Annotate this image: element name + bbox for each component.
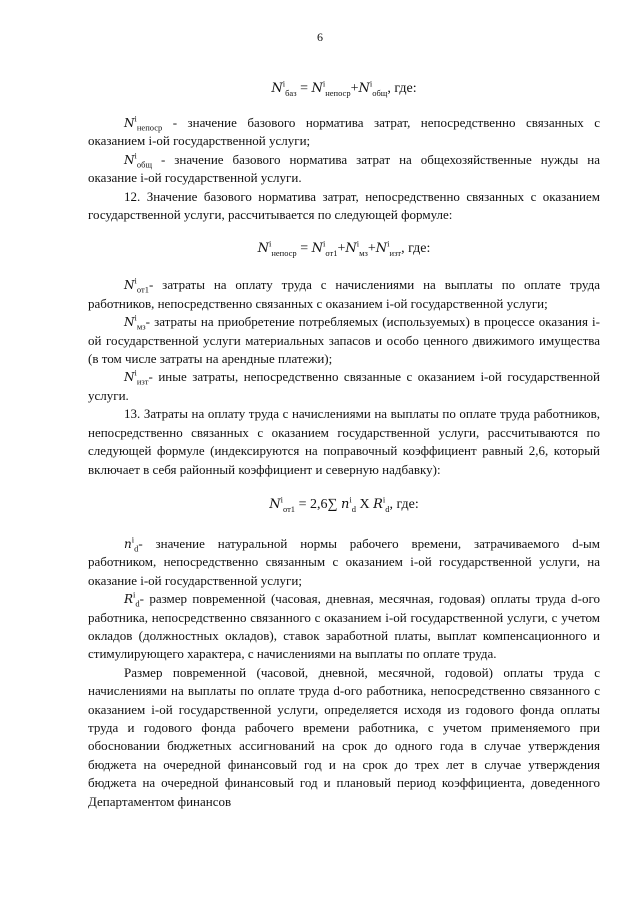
definition-n: $n^i_d-$ значение натуральной нормы рабочего времени, затрачиваемого d-ым работником, непосредственно связанным с оказанием i-ой государственной услуги, на оказание i-ой государственной услуги; — [88, 534, 600, 588]
formula-ot1: $N^i_{от1} = 2,6\sum$ $n^i_d$ X $R^i_d$, где: — [269, 494, 419, 514]
definition-nepocr: $N^i_{непоср}$ - значение базового норматива затрат, непосредственно связанных с оказанием i-ой государственной услуги; — [88, 113, 600, 149]
definition-obsch: $N^i_{общ}$ - значение базового норматива затрат на общехозяйственные нужды на оказание i-ой государственной услуги. — [88, 150, 600, 186]
formula-nepocr: $N^i_{непоср} = N^i_{от1}+N^i_{мз}+N^i_{изт}$, где: — [257, 238, 431, 259]
paragraph-13: 13. Затраты на оплату труда с начислениями на выплаты по оплате труда работников, непосредственно связанных с оказанием государственной услуги, рассчитываются по следующей формуле (индексируются на поправочный коэффициент равный 2,6, который включает в себя районный коэффициент и северную надбавку): — [88, 406, 600, 477]
definition-r: $R^i_d-$ размер повременной (часовая, дневная, месячная, годовая) оплаты труда d-ого работника, непосредственно связанного с оказанием i-ой государственной услуги, с учетом окладов (должностных окладов), ставок заработной платы, выплат компенсационного и стимулирующего характера, с начислениями на выплаты по оплате труда. — [88, 589, 600, 662]
paragraph-12: 12. Значение базового норматива затрат, непосредственно связанных с оказанием государственной услуги, рассчитывается по следующей формуле: — [88, 188, 600, 223]
page-content — [88, 72, 600, 811]
paragraph-size: Размер повременной (часовой, дневной, месячной, годовой) оплаты труда с начислениями на выплаты по оплате труда d-ого работника, непосредственно связанного с оказанием i-ой государственной услуги, определяется исходя из годового фонда оплаты труда и годового фонда рабочего времени работника, с учетом применяемого при обосновании бюджетных ассигнований на срок до одного года в случае утверждения бюджета на очередной финансовый год и на срок до трех лет в случае утверждения бюджета на очередной финансовый год и плановый период коэффициента, доведенного Департаментом финансов — [88, 664, 600, 809]
formula-base: $N^i_{баз} = N^i_{непоср}+N^i_{общ}$, где: — [271, 78, 417, 98]
page-number: 6 — [317, 30, 323, 44]
definition-izt: $N^i_{изт}-$ иные затраты, непосредственно связанные с оказанием i-ой государственной услуги. — [88, 368, 600, 403]
definition-mz: $N^i_{мз}-$ затраты на приобретение потребляемых (используемых) в процессе оказания i-ой государственной услуги материальных запасов и особо ценного движимого имущества (в том числе затраты на арендные платежи); — [88, 312, 600, 367]
definition-ot1: $N^i_{от1}-$ затраты на оплату труда с начислениями на выплаты по оплате труда работников, непосредственно связанных с оказанием i-ой государственной услуги; — [88, 276, 600, 311]
